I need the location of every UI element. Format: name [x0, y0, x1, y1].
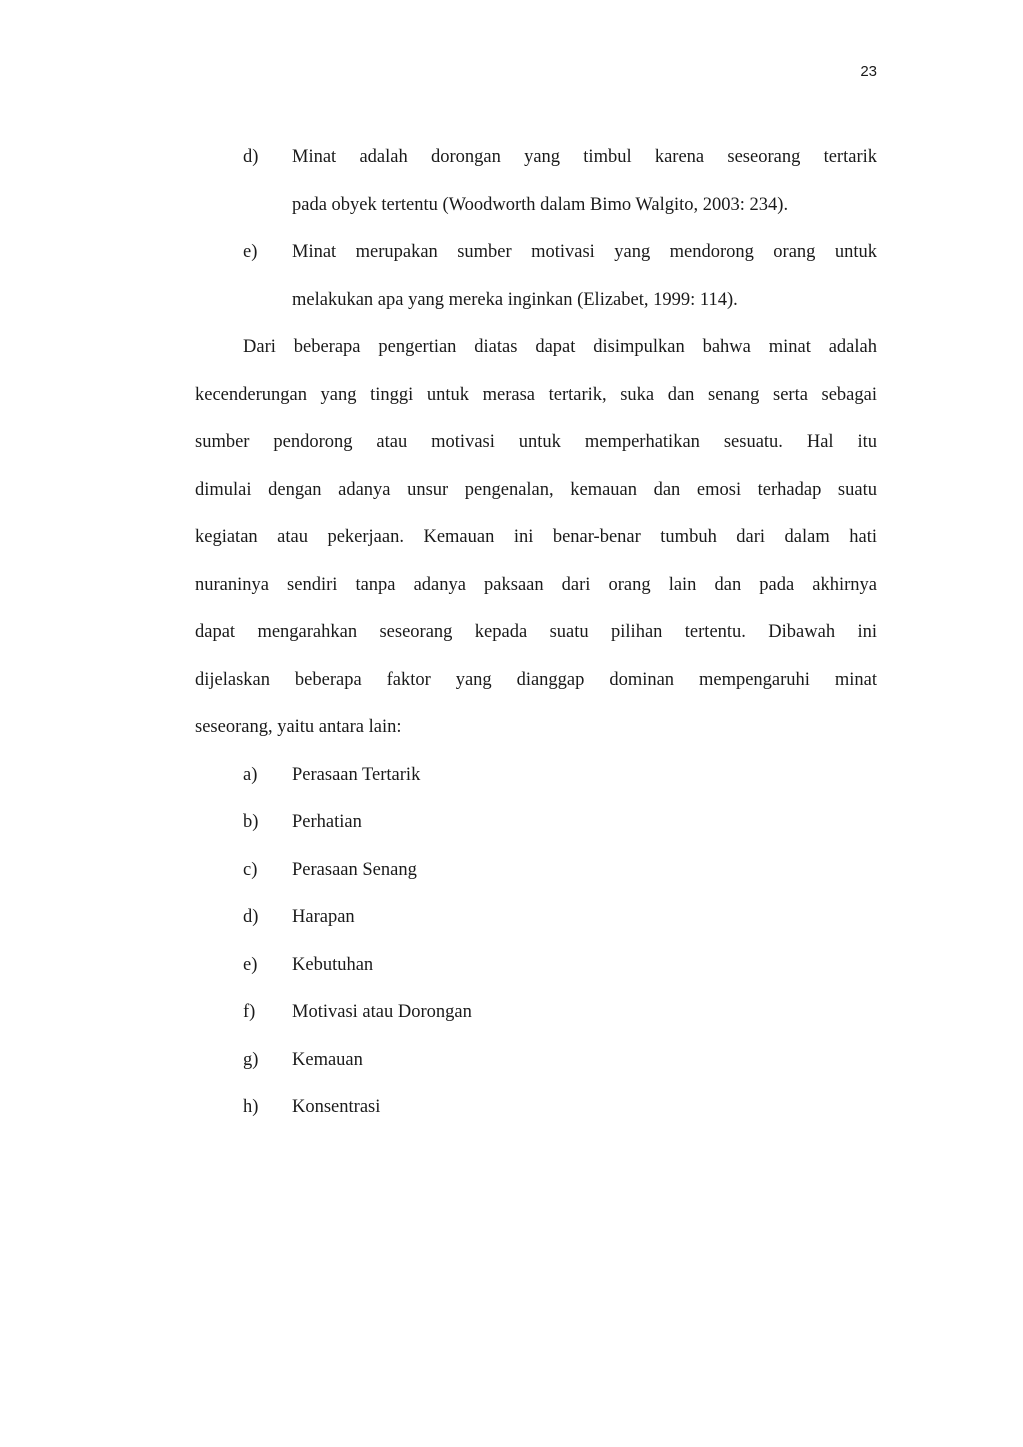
list-item-label: Kebutuhan	[292, 954, 374, 975]
list-item	[195, 752, 877, 800]
list-item	[195, 942, 877, 990]
paragraph-line: seseorang, yaitu antara lain:	[195, 717, 402, 737]
definition-text-line: pada obyek tertentu (Woodworth dalam Bimo Walgito, 2003: 234).	[292, 194, 789, 215]
list-item-label: Perhatian	[292, 812, 362, 832]
list-item	[195, 799, 877, 847]
definition-item	[195, 229, 877, 324]
list-marker: c)	[243, 859, 258, 880]
paragraph-line: dapat mengarahkan seseorang kepada suatu pilihan tertentu. Dibawah ini	[195, 622, 877, 642]
definition-text-line: Minat merupakan sumber motivasi yang mendorong orang untuk	[292, 242, 877, 262]
factors-list	[195, 752, 877, 1132]
list-marker: a)	[243, 764, 258, 785]
conclusion-paragraph	[195, 324, 877, 752]
list-marker: h)	[243, 1097, 259, 1117]
paragraph-line: dimulai dengan adanya unsur pengenalan, kemauan dan emosi terhadap suatu	[195, 479, 877, 500]
list-item-label: Perasaan Tertarik	[292, 764, 421, 785]
list-item	[195, 1084, 877, 1132]
list-item-label: Harapan	[292, 907, 355, 927]
list-marker: b)	[243, 812, 259, 832]
page-body	[195, 134, 877, 1132]
list-item-label: Kemauan	[292, 1049, 363, 1070]
list-item-label: Perasaan Senang	[292, 859, 417, 880]
list-marker: d)	[243, 907, 259, 927]
list-item	[195, 847, 877, 895]
list-marker: e)	[243, 242, 258, 262]
list-marker: e)	[243, 954, 258, 975]
list-item	[195, 1037, 877, 1085]
page-number: 23	[860, 63, 877, 80]
paragraph-line: dijelaskan beberapa faktor yang dianggap dominan mempengaruhi minat	[195, 669, 877, 690]
list-marker: f)	[243, 1002, 256, 1022]
definition-text-line: Minat adalah dorongan yang timbul karena seseorang tertarik	[292, 147, 877, 167]
paragraph-line: kecenderungan yang tinggi untuk merasa tertarik, suka dan senang serta sebagai	[195, 384, 877, 405]
list-item-label: Motivasi atau Dorongan	[292, 1002, 472, 1022]
paragraph-line: kegiatan atau pekerjaan. Kemauan ini benar-benar tumbuh dari dalam hati	[195, 527, 877, 547]
list-marker: g)	[243, 1049, 259, 1070]
list-marker: d)	[243, 147, 259, 167]
paragraph-line: nuraninya sendiri tanpa adanya paksaan dari orang lain dan pada akhirnya	[195, 574, 877, 595]
paragraph-line: sumber pendorong atau motivasi untuk memperhatikan sesuatu. Hal itu	[195, 432, 877, 452]
list-item	[195, 894, 877, 942]
definition-item	[195, 134, 877, 229]
list-item-label: Konsentrasi	[292, 1097, 381, 1117]
list-item	[195, 989, 877, 1037]
paragraph-line: Dari beberapa pengertian diatas dapat disimpulkan bahwa minat adalah	[243, 337, 877, 357]
definition-text-line: melakukan apa yang mereka inginkan (Elizabet, 1999: 114).	[292, 289, 738, 310]
